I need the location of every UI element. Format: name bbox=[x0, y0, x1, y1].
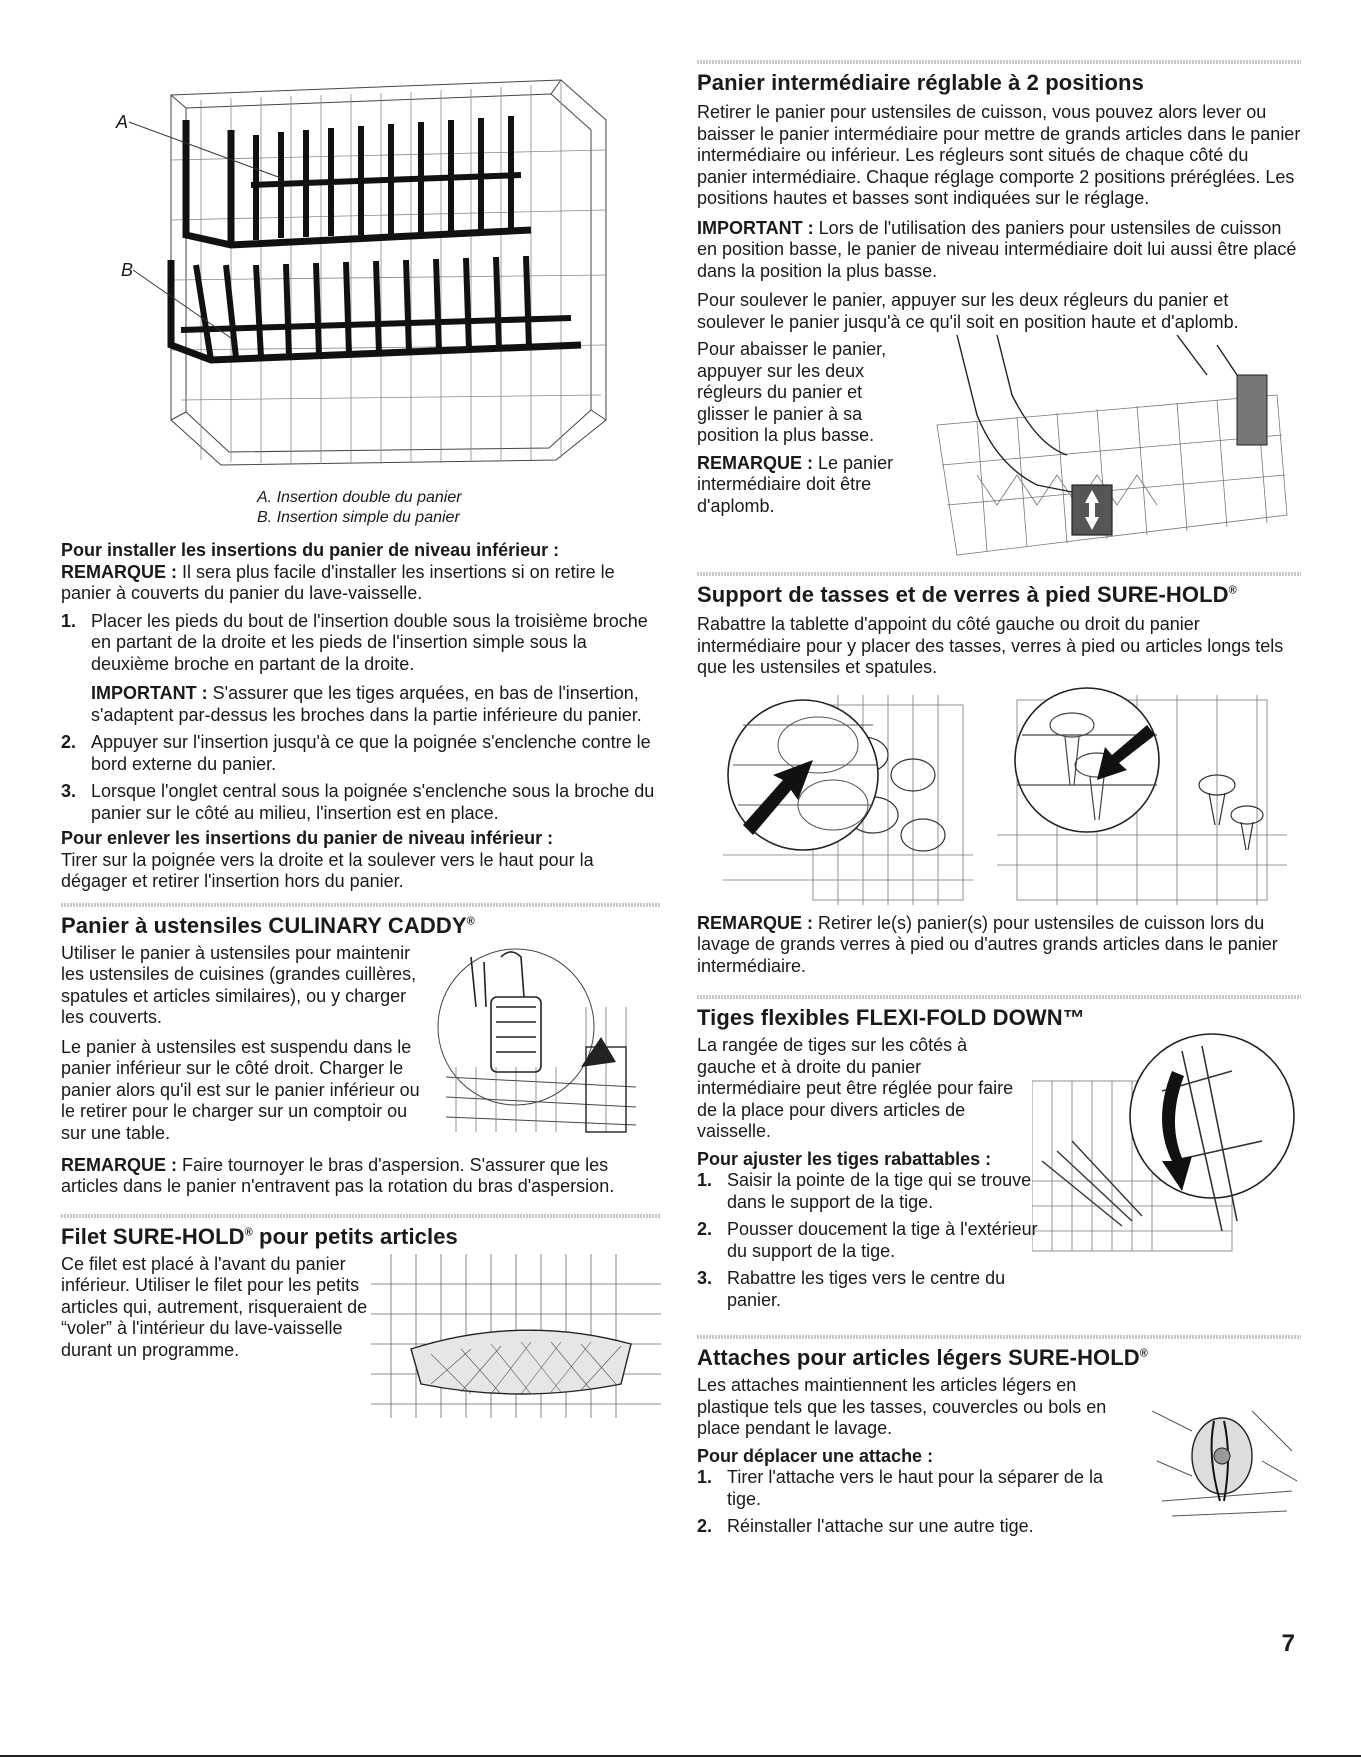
tines-step-3: 3. Rabattre les tiges vers le centre du panier. bbox=[697, 1268, 1006, 1310]
install-step-1: 1. Placer les pieds du bout de l'insertion double sous la troisième broche en partant de la droite et les pieds de l'insertion simple sous la deuxième broche en partant de la droite. IMPORTANT : S'assurer que les tiges arquées, en bas de l'insertion, s'adaptent par-dessus les broches dans la partie inférieure du panier. bbox=[61, 611, 661, 727]
cups-text: Rabattre la tablette d'appoint du côté gauche ou droit du panier intermédiaire pour y placer des tasses, verres à pied ou articles longs tels que les ustensiles et spatules. bbox=[697, 614, 1284, 677]
clips-section bbox=[697, 1345, 1301, 1541]
section-divider bbox=[697, 572, 1301, 576]
install-important: IMPORTANT : S'assurer que les tiges arquées, en bas de l'insertion, s'adaptent par-dessus les broches dans la partie inférieure du panier. bbox=[91, 683, 642, 725]
lower-rack-inserts-illustration bbox=[61, 60, 661, 480]
figure1-captions bbox=[257, 488, 661, 528]
remove-heading: Pour enlever les insertions du panier de niveau inférieur : bbox=[61, 828, 554, 848]
clips-subheading: Pour déplacer une attache : bbox=[697, 1445, 934, 1466]
bottom-rule bbox=[0, 1755, 1361, 1757]
section-divider bbox=[61, 903, 661, 907]
cup-shelf-illustration-left bbox=[723, 685, 973, 907]
cups-heading: Support de tasses et de verres à pied SURE-HOLD® bbox=[697, 582, 1237, 607]
install-section bbox=[61, 540, 661, 893]
tines-step-1: 1. Saisir la pointe de la tige qui se trouve dans le support de la tige. bbox=[697, 1170, 1032, 1212]
cup-shelf-illustration-right bbox=[997, 685, 1287, 907]
caddy-remark: REMARQUE : Faire tournoyer le bras d'aspersion. S'assurer que les articles dans le panier n'entravent pas la rotation du bras d'aspersion. bbox=[61, 1154, 615, 1196]
caddy-text-1: Utiliser le panier à ustensiles pour maintenir les ustensiles de cuisines (grandes cuillères, spatules et articles similaires), ou y charger les couverts. bbox=[61, 942, 417, 1027]
remove-text: Tirer sur la poignée vers la droite et la soulever vers le haut pour la dégager et retirer l'insertion hors du panier. bbox=[61, 849, 594, 891]
net-section bbox=[61, 1224, 661, 1420]
tines-section bbox=[697, 1005, 1301, 1321]
clips-step-1: 1. Tirer l'attache vers le haut pour la séparer de la tige. bbox=[697, 1467, 1103, 1509]
section-divider bbox=[697, 995, 1301, 999]
page-number: 7 bbox=[1281, 1630, 1295, 1657]
middle-text-3: Pour soulever le panier, appuyer sur les deux régleurs du panier et soulever le panier jusqu'à ce qu'il soit en position haute et d'aplomb. bbox=[697, 290, 1239, 332]
middle-heading: Panier intermédiaire réglable à 2 positions bbox=[697, 70, 1144, 95]
install-step-2: 2. Appuyer sur l'insertion jusqu'à ce que la poignée s'enclenche contre le bord externe du panier. bbox=[61, 732, 651, 774]
install-remark: REMARQUE : Il sera plus facile d'installer les insertions si on retire le panier à couverts du panier du lave-vaisselle. bbox=[61, 561, 615, 603]
tines-step-2: 2. Pousser doucement la tige à l'extérieur du support de la tige. bbox=[697, 1219, 1038, 1261]
cups-section bbox=[697, 582, 1301, 977]
middle-text-1: Retirer le panier pour ustensiles de cuisson, vous pouvez alors lever ou baisser le panier intermédiaire pour mettre de grands articles dans le panier intermédiaire ou inférieur. Les régleurs sont situés de chaque côté du panier intermédiaire. Chaque réglage comporte 2 positions préréglées. Les positions hautes et basses sont indiquées sur le réglage. bbox=[697, 102, 1301, 208]
install-heading: Pour installer les insertions du panier de niveau inférieur : bbox=[61, 540, 560, 560]
label-b: B bbox=[121, 260, 134, 280]
section-divider bbox=[61, 1214, 661, 1218]
section-divider bbox=[697, 1335, 1301, 1339]
caddy-heading: Panier à ustensiles CULINARY CADDY® bbox=[61, 912, 475, 938]
caddy-text-2: Le panier à ustensiles est suspendu dans le panier inférieur sur le côté droit. Charger le panier alors qu'il est sur le panier inférieur ou le retirer pour le charger sur un comptoir ou sur une table. bbox=[61, 1036, 420, 1143]
middle-text-4: Pour abaisser le panier, appuyer sur les deux régleurs du panier et glisser le panier à sa position la plus basse. bbox=[697, 339, 887, 445]
tines-subheading: Pour ajuster les tiges rabattables : bbox=[697, 1148, 992, 1169]
middle-important: IMPORTANT : Lors de l'utilisation des paniers pour ustensiles de cuisson en position basse, le panier de niveau intermédiaire doit lui aussi être placé dans la position la plus basse. bbox=[697, 217, 1297, 281]
caption-a: A. Insertion double du panier bbox=[257, 489, 462, 506]
section-divider bbox=[697, 60, 1301, 64]
label-a: A bbox=[116, 112, 129, 132]
install-step-3: 3. Lorsque l'onglet central sous la poignée s'enclenche sous la broche du panier sur le côté au milieu, l'insertion est en place. bbox=[61, 781, 655, 823]
middle-remark: REMARQUE : Le panier intermédiaire doit être d'aplomb. bbox=[697, 452, 894, 516]
clips-text: Les attaches maintiennent les articles légers en plastique tels que les tasses, couvercles ou bols en place pendant le lavage. bbox=[697, 1375, 1107, 1438]
install-steps bbox=[61, 611, 661, 825]
sure-hold-net-illustration bbox=[371, 1254, 661, 1418]
caption-b: B. Insertion simple du panier bbox=[257, 509, 460, 526]
clips-steps bbox=[697, 1467, 1117, 1538]
tines-heading: Tiges flexibles FLEXI-FOLD DOWN™ bbox=[697, 1005, 1085, 1030]
clips-heading: Attaches pour articles légers SURE-HOLD® bbox=[697, 1345, 1149, 1370]
right-column bbox=[697, 60, 1301, 1541]
cups-remark: REMARQUE : Retirer le(s) panier(s) pour ustensiles de cuisson lors du lavage de grands verres à pied ou d'autres grands articles dans le panier intermédiaire. bbox=[697, 912, 1278, 976]
fold-down-tines-illustration bbox=[1032, 1031, 1300, 1253]
caddy-section bbox=[61, 913, 661, 1198]
tines-steps bbox=[697, 1170, 1042, 1311]
middle-rack-section bbox=[697, 70, 1301, 564]
light-item-clip-illustration bbox=[1152, 1401, 1297, 1531]
net-text: Ce filet est placé à l'avant du panier inférieur. Utiliser le filet pour les petits articles qui, autrement, risqueraient de “voler” à l'intérieur du lave-vaisselle durant un programme. bbox=[61, 1253, 368, 1360]
middle-rack-adjuster-illustration bbox=[917, 335, 1297, 561]
clips-step-2: 2. Réinstaller l'attache sur une autre tige. bbox=[697, 1516, 1034, 1536]
tines-text: La rangée de tiges sur les côtés à gauche et à droite du panier intermédiaire peut être réglée pour faire de la place pour divers articles de vaisselle. bbox=[697, 1035, 1014, 1141]
left-column bbox=[61, 60, 661, 1420]
utensil-caddy-illustration bbox=[436, 947, 646, 1137]
net-heading: Filet SURE-HOLD® pour petits articles bbox=[61, 1223, 458, 1249]
